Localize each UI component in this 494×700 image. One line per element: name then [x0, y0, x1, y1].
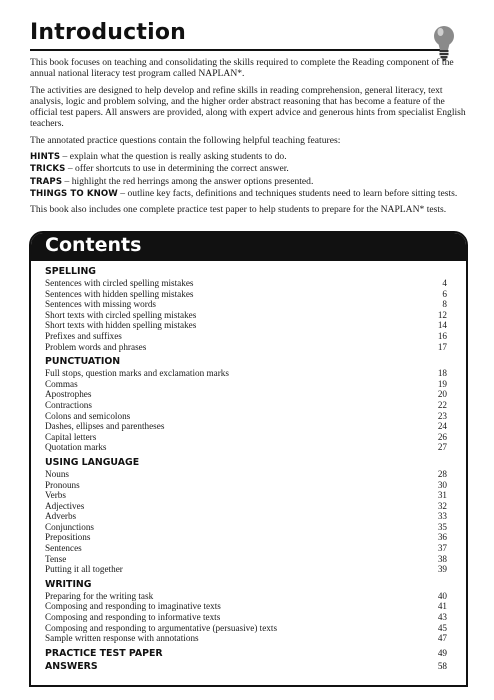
feature-key: HINTS	[30, 152, 61, 163]
toc-entry-label: Quotation marks	[45, 442, 107, 453]
toc-entry	[45, 432, 447, 443]
toc-entry-label: Pronouns	[45, 479, 80, 490]
toc-page-number: 23	[437, 410, 447, 421]
table-of-contents	[45, 265, 447, 673]
toc-entry-label: Prefixes and suffixes	[45, 330, 122, 341]
toc-page-number: 17	[437, 341, 447, 352]
toc-entry	[45, 278, 447, 289]
toc-section-heading	[45, 265, 447, 278]
toc-entry	[45, 469, 447, 480]
feature-list	[30, 151, 470, 200]
toc-page-number: 28	[437, 468, 447, 479]
intro-paragraph: This book also includes one complete practice test paper to help students to prepare for the NAPLAN* tests.	[30, 204, 447, 216]
toc-entry	[45, 554, 447, 565]
toc-page-number: 27	[437, 442, 447, 453]
toc-page-number: 8	[442, 299, 447, 310]
toc-section-title: ANSWERS	[45, 660, 98, 672]
feature-text: – offer shortcuts to use in determining the correct answer.	[65, 163, 289, 175]
toc-entry-label: Sentences with circled spelling mistakes	[45, 278, 194, 288]
toc-entry	[45, 564, 447, 575]
toc-entry-label: Verbs	[45, 490, 66, 501]
toc-section-heading	[45, 355, 447, 368]
toc-entry-label: Nouns	[45, 468, 69, 479]
intro-paragraph: This book focuses on teaching and consolidating the skills required to complete the Reading component of the annual national literacy test program called NAPLAN*.	[30, 57, 454, 80]
toc-section-title: SPELLING	[45, 266, 97, 277]
toc-page-number: 12	[437, 309, 447, 320]
feature-things-to-know	[30, 188, 470, 200]
toc-page-number: 24	[437, 421, 447, 432]
feature-key: TRICKS	[30, 164, 66, 175]
toc-page-number: 22	[437, 399, 447, 410]
toc-entry	[45, 411, 447, 422]
toc-entry	[45, 310, 447, 321]
intro-paragraph: The annotated practice questions contain the following helpful teaching features:	[30, 134, 341, 146]
toc-entry	[45, 522, 447, 533]
toc-entry	[45, 501, 447, 512]
toc-page-number: 35	[437, 521, 447, 532]
toc-entry	[45, 331, 447, 342]
feature-traps	[30, 176, 470, 188]
toc-entry-label: Preparing for the writing task	[45, 590, 154, 601]
toc-page-number: 18	[437, 368, 447, 379]
feature-key: THINGS TO KNOW	[30, 188, 118, 199]
toc-entry-label: Adjectives	[45, 500, 85, 511]
toc-entry	[45, 299, 447, 310]
feature-text: – explain what the question is really asking students to do.	[60, 151, 287, 163]
toc-entry	[45, 389, 447, 400]
toc-page-number: 26	[437, 431, 447, 442]
toc-entry-label: Commas	[45, 378, 78, 389]
feature-text: – highlight the red herrings among the answer options presented.	[62, 175, 314, 187]
title-rule	[30, 49, 445, 51]
toc-page-number: 49	[437, 647, 447, 658]
toc-page-number: 40	[437, 590, 447, 601]
toc-entry	[45, 532, 447, 543]
toc-entry	[45, 591, 447, 602]
introduction-body	[30, 57, 470, 221]
toc-entry	[45, 511, 447, 522]
toc-page-number: 6	[442, 288, 447, 299]
toc-entry	[45, 601, 447, 612]
toc-entry	[45, 342, 447, 353]
feature-key: TRAPS	[30, 176, 63, 187]
contents-box	[29, 231, 468, 687]
toc-page-number: 14	[437, 320, 447, 331]
toc-entry-label: Apostrophes	[45, 389, 92, 400]
intro-paragraph: The activities are designed to help develop and refine skills in reading comprehension, general literacy, text analysis, logic and problem solving, and the higher order abstract reasoning that has become a feature of the official test papers. All answers are provided, along with expert advice and generous hints from specialist English teachers.	[30, 84, 466, 130]
toc-entry-label: Conjunctions	[45, 521, 95, 532]
toc-entry-label: Sentences with hidden spelling mistakes	[45, 288, 194, 299]
toc-entry	[45, 379, 447, 390]
toc-entry-label: Colons and semicolons	[45, 410, 131, 421]
toc-entry-label: Tense	[45, 553, 67, 564]
toc-entry-label: Contractions	[45, 399, 92, 410]
contents-banner	[31, 233, 466, 261]
toc-entry-label: Putting it all together	[45, 564, 123, 575]
toc-entry	[45, 421, 447, 432]
toc-entry	[45, 623, 447, 634]
toc-section-heading	[45, 647, 447, 660]
toc-section-title: WRITING	[45, 578, 92, 590]
toc-page-number: 47	[437, 633, 447, 644]
toc-page-number: 36	[437, 532, 447, 543]
toc-section-heading	[45, 578, 447, 591]
toc-page-number: 45	[437, 622, 447, 633]
toc-page-number: 41	[437, 601, 447, 612]
toc-section-heading	[45, 660, 447, 673]
toc-entry-label: Capital letters	[45, 431, 97, 442]
toc-entry-label: Composing and responding to informative texts	[45, 612, 221, 623]
toc-page-number: 39	[437, 564, 447, 575]
toc-page-number: 16	[437, 330, 447, 341]
toc-entry	[45, 400, 447, 411]
toc-page-number: 4	[442, 278, 447, 288]
toc-entry-label: Sample written response with annotations	[45, 633, 199, 644]
introduction-header	[30, 18, 460, 52]
toc-section-title: PUNCTUATION	[45, 356, 121, 368]
toc-entry-label: Prepositions	[45, 532, 91, 543]
contents-title: Contents	[45, 234, 142, 256]
toc-entry-label: Sentences with missing words	[45, 299, 157, 310]
toc-entry	[45, 543, 447, 554]
toc-page-number: 31	[437, 490, 447, 501]
toc-entry	[45, 368, 447, 379]
feature-text: – outline key facts, definitions and techniques students need to learn before sitting tests.	[117, 187, 458, 199]
feature-tricks	[30, 163, 470, 175]
introduction-title: Introduction	[30, 20, 187, 45]
toc-section-title: PRACTICE TEST PAPER	[45, 647, 163, 659]
toc-entry-label: Sentences	[45, 543, 82, 554]
toc-entry	[45, 612, 447, 623]
toc-section-title: USING LANGUAGE	[45, 456, 140, 468]
toc-page-number: 30	[437, 479, 447, 490]
toc-entry-label: Adverbs	[45, 511, 77, 522]
toc-entry-label: Dashes, ellipses and parentheses	[45, 421, 165, 432]
toc-page-number: 58	[437, 660, 447, 671]
toc-page-number: 32	[437, 500, 447, 511]
toc-entry	[45, 480, 447, 491]
toc-entry-label: Composing and responding to imaginative texts	[45, 601, 221, 612]
feature-hints	[30, 151, 470, 163]
toc-page-number: 43	[437, 612, 447, 623]
toc-entry	[45, 289, 447, 300]
toc-entry	[45, 320, 447, 331]
toc-page-number: 37	[437, 543, 447, 554]
toc-page-number: 20	[437, 389, 447, 400]
toc-page-number: 33	[437, 511, 447, 522]
toc-section-heading	[45, 456, 447, 469]
toc-entry	[45, 633, 447, 644]
toc-entry	[45, 442, 447, 453]
toc-entry-label: Composing and responding to argumentative (persuasive) texts	[45, 622, 278, 633]
toc-entry-label: Short texts with hidden spelling mistakes	[45, 320, 197, 331]
toc-page-number: 38	[437, 553, 447, 564]
toc-entry	[45, 490, 447, 501]
toc-entry-label: Short texts with circled spelling mistakes	[45, 309, 197, 320]
toc-entry-label: Problem words and phrases	[45, 341, 147, 352]
toc-page-number: 19	[437, 378, 447, 389]
toc-entry-label: Full stops, question marks and exclamation marks	[45, 368, 229, 379]
